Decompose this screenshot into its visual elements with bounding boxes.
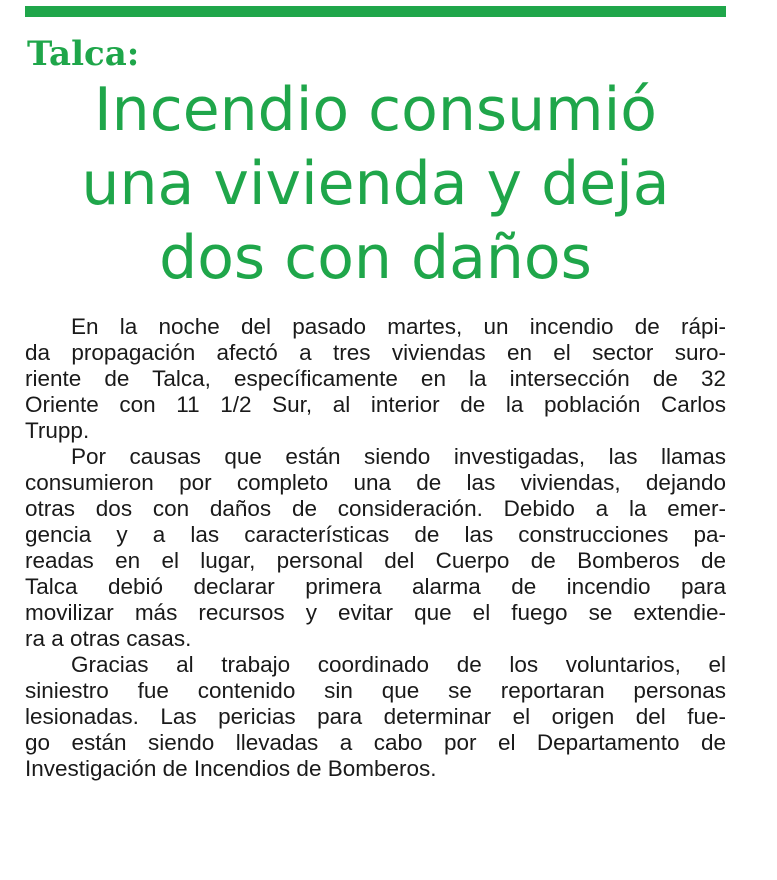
article-paragraph — [25, 444, 726, 652]
paragraph-line: Por causas que están siendo investigadas, las llamas — [71, 444, 726, 469]
paragraph-line: otras dos con daños de consideración. Debido a la emer- — [25, 496, 726, 521]
paragraph-line: Oriente con 11 1/2 Sur, al interior de la población Carlos — [25, 392, 726, 417]
paragraph-line: siniestro fue contenido sin que se reportaran personas — [25, 678, 726, 703]
paragraph-line: da propagación afectó a tres viviendas en el sector suro- — [25, 340, 726, 365]
paragraph-line: readas en el lugar, personal del Cuerpo de Bomberos de — [25, 548, 726, 573]
article-body — [25, 314, 726, 782]
article-paragraph — [25, 652, 726, 782]
paragraph-line: En la noche del pasado martes, un incendio de rápi- — [71, 314, 726, 339]
article-headline — [25, 73, 726, 295]
headline-line: Incendio consumió — [93, 75, 658, 145]
paragraph-line: gencia y a las características de las construcciones pa- — [25, 522, 726, 547]
paragraph-line: ra a otras casas. — [25, 626, 192, 651]
paragraph-line: Gracias al trabajo coordinado de los voluntarios, el — [71, 652, 726, 677]
paragraph-line: Talca debió declarar primera alarma de incendio para — [25, 574, 726, 599]
paragraph-line: riente de Talca, específicamente en la intersección de 32 — [25, 366, 726, 391]
paragraph-line: Trupp. — [25, 418, 90, 443]
top-green-rule — [25, 6, 726, 17]
headline-line: una vivienda y deja — [81, 149, 670, 219]
headline-line: dos con daños — [159, 223, 592, 293]
paragraph-line: consumieron por completo una de las viviendas, dejando — [25, 470, 726, 495]
paragraph-line: go están siendo llevadas a cabo por el Departamento de — [25, 730, 726, 755]
paragraph-line: Investigación de Incendios de Bomberos. — [25, 756, 437, 781]
paragraph-line: movilizar más recursos y evitar que el fuego se extendie- — [25, 600, 726, 625]
paragraph-line: lesionadas. Las pericias para determinar el origen del fue- — [25, 704, 726, 729]
article-paragraph — [25, 314, 726, 444]
article-kicker: Talca: — [27, 34, 140, 74]
